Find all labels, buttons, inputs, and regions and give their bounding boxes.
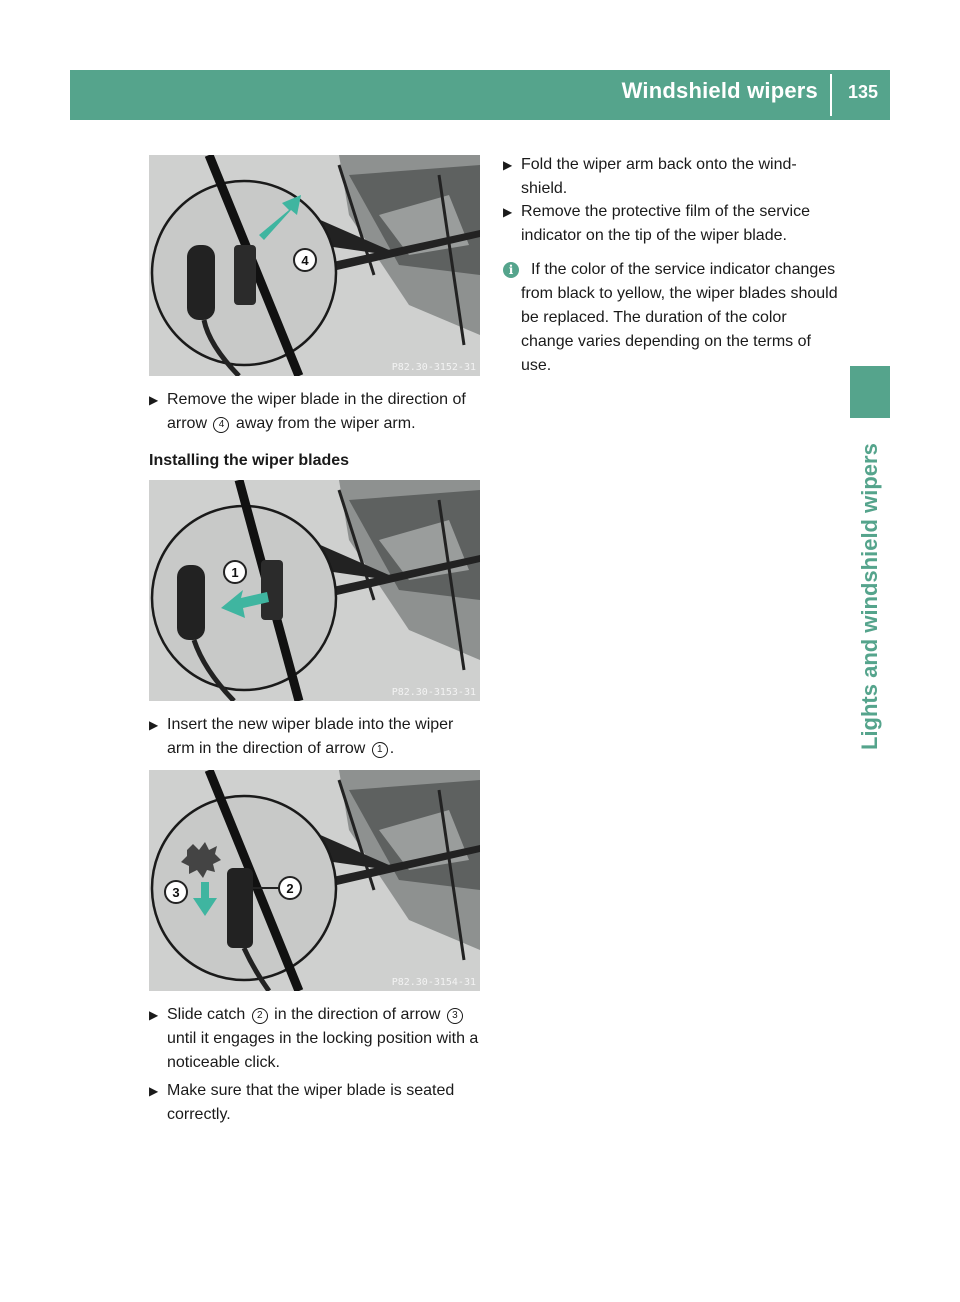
figure1-callout: 4 (301, 253, 309, 268)
play-arrow-icon: ▶ (503, 158, 513, 172)
instruction-step: ▶ Slide catch 2 in the direction of arrow 3 until it engages in the locking position with a noticeable click. (149, 1003, 484, 1075)
chapter-tab-label: Lights and windshield wipers (857, 443, 882, 750)
figure-code: P82.30-3154-31 (391, 977, 476, 988)
instruction-step: ▶ Fold the wiper arm back onto the wind- shield. (503, 153, 843, 201)
info-icon: i (503, 262, 519, 278)
section-heading: Installing the wiper blades (149, 452, 350, 469)
wiper-insert-illustration (149, 480, 480, 701)
section-title: Windshield wipers (621, 78, 818, 103)
wiper-catch-illustration (149, 770, 480, 991)
header-divider (830, 74, 832, 116)
figure-code: P82.30-3153-31 (391, 687, 476, 698)
wiper-removal-illustration (149, 155, 480, 376)
callout-number: 2 (252, 1008, 268, 1024)
figure-code: P82.30-3152-31 (391, 362, 476, 373)
figure3-callout-right: 2 (286, 881, 294, 896)
instruction-step: ▶ Insert the new wiper blade into the wiper arm in the direction of arrow 1 . (149, 713, 484, 761)
instruction-step: ▶ Remove the protective film of the service indicator on the tip of the wiper blade. (503, 200, 843, 248)
figure2-callout: 1 (231, 565, 239, 580)
instruction-step: ▶ Remove the wiper blade in the direction of arrow 4 away from the wiper arm. (149, 388, 484, 436)
play-arrow-icon: ▶ (503, 205, 513, 219)
chapter-tab-marker (850, 366, 890, 418)
figure-slide-catch (149, 770, 480, 991)
callout-number: 1 (372, 742, 388, 758)
play-arrow-icon: ▶ (149, 393, 159, 407)
figure-insert-blade (149, 480, 480, 701)
play-arrow-icon: ▶ (149, 1084, 159, 1098)
callout-number: 4 (213, 417, 229, 433)
play-arrow-icon: ▶ (149, 718, 159, 732)
figure3-callout-left: 3 (172, 885, 180, 900)
instruction-step: ▶ Make sure that the wiper blade is seated correctly. (149, 1079, 484, 1127)
callout-number: 3 (447, 1008, 463, 1024)
page-number: 135 (847, 82, 878, 102)
page-header (70, 70, 890, 120)
info-note: i If the color of the service indicator changes from black to yellow, the wiper blades should be replaced. The duration of the color change varies depending on the terms of use. (503, 258, 843, 378)
figure-remove-blade (149, 155, 480, 376)
play-arrow-icon: ▶ (149, 1008, 159, 1022)
